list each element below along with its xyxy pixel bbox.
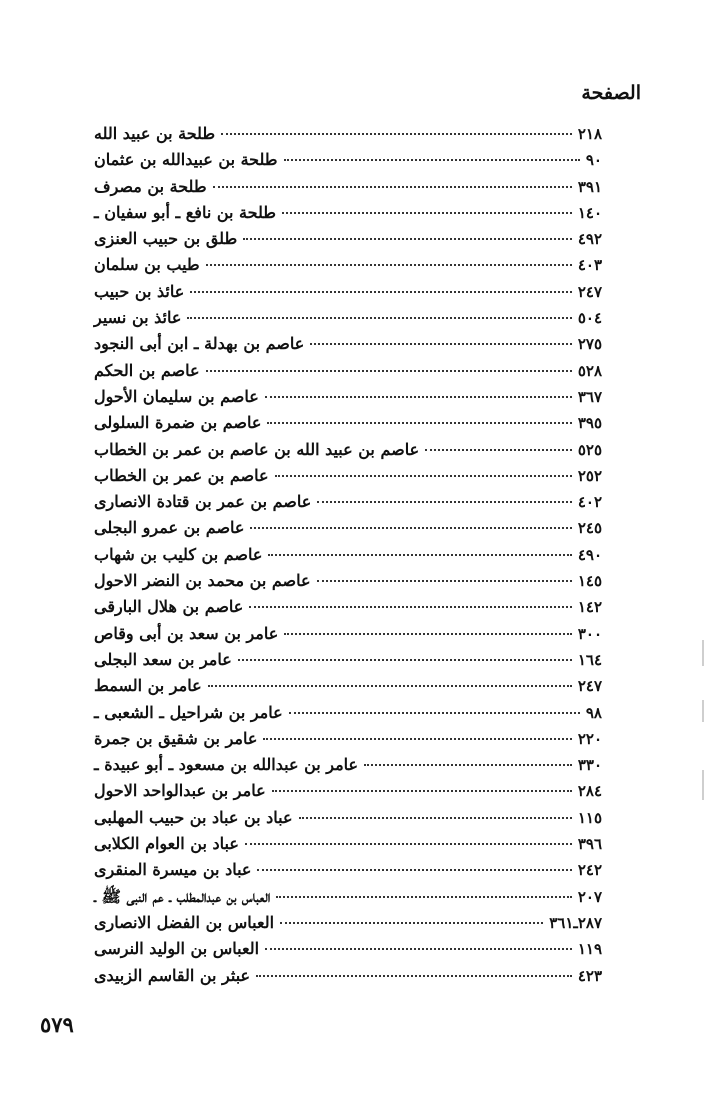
index-entry [94, 755, 602, 781]
index-entry [94, 887, 602, 913]
entry-name: عامر بن سعد البجلى [94, 649, 232, 669]
dot-leader [276, 896, 571, 898]
entry-page-number: ١٤٠ [577, 203, 602, 222]
index-entry [94, 729, 602, 755]
entry-page-number: ١٤٥ [577, 572, 602, 591]
dot-leader [206, 370, 572, 372]
entry-page-number: ٢٨٧ـ٣٦١ [549, 913, 602, 932]
entry-page-number: ٢٤٥ [577, 519, 602, 538]
dot-leader [310, 343, 572, 345]
entry-name: عباد بن ميسرة المنقرى [94, 860, 252, 880]
entry-name: طلحة بن عبيدالله بن عثمان [94, 150, 278, 170]
dot-leader [245, 843, 572, 845]
index-entry [94, 703, 602, 729]
entry-page-number: ٢٢٠ [577, 729, 602, 748]
index-entry [94, 282, 602, 308]
entry-name: عامر بن شراحيل ـ الشعبى ـ [94, 702, 283, 722]
dot-leader [257, 869, 571, 871]
entry-name: عاصم بن عمر بن قتادة الانصارى [94, 492, 312, 512]
entry-name: طيب بن سلمان [94, 255, 200, 275]
entry-page-number: ٣٣٠ [577, 756, 602, 775]
entry-name: عباد بن عباد بن حبيب المهلبى [94, 807, 293, 827]
index-entry [94, 650, 602, 676]
entry-page-number: ٤٠٢ [577, 493, 602, 512]
index-entry [94, 913, 602, 939]
entry-page-number: ٢٥٢ [577, 466, 602, 485]
dot-leader [289, 712, 580, 714]
index-entry [94, 939, 602, 965]
entry-page-number: ٢١٨ [577, 125, 602, 143]
dot-leader [187, 317, 571, 319]
index-entry [94, 518, 602, 544]
dot-leader [250, 527, 571, 529]
entry-name: عاصم بن عمرو البجلى [94, 518, 245, 538]
entry-page-number: ٢٧٥ [577, 335, 602, 354]
entry-name: عبثر بن القاسم الزبيدى [94, 965, 251, 985]
name-index-list [94, 124, 602, 992]
entry-name: عاصم بن ضمرة السلولى [94, 413, 262, 433]
entry-name: العباس بن الفضل الانصارى [94, 912, 275, 932]
dot-leader [238, 659, 572, 661]
entry-page-number: ٥٠٤ [577, 309, 602, 328]
index-entry [94, 966, 602, 992]
entry-name: عامر بن السمط [94, 676, 202, 696]
entry-name: عاصم بن الحكم [94, 360, 200, 380]
index-entry [94, 781, 602, 807]
entry-page-number: ٤٠٣ [577, 256, 602, 275]
entry-page-number: ٩٠ [585, 151, 602, 170]
entry-name: عاصم بن عمر بن الخطاب [94, 465, 269, 485]
index-entry [94, 545, 602, 571]
index-entry [94, 229, 602, 255]
entry-name: طلحة بن مصرف [94, 176, 207, 196]
dot-leader [272, 790, 572, 792]
dot-leader [265, 948, 572, 950]
dot-leader [282, 212, 572, 214]
index-entry [94, 492, 602, 518]
index-entry [94, 624, 602, 650]
dot-leader [284, 633, 572, 635]
index-entry [94, 597, 602, 623]
entry-page-number: ٣٩٥ [577, 414, 602, 433]
index-entry [94, 676, 602, 702]
entry-page-number: ٤٩٠ [577, 545, 602, 564]
page-column-title: الصفحة [581, 82, 641, 104]
index-entry [94, 308, 602, 334]
index-entry [94, 571, 602, 597]
index-entry [94, 413, 602, 439]
entry-page-number: ٥٢٨ [577, 361, 602, 380]
entry-page-number: ٩٨ [585, 703, 602, 722]
index-entry [94, 255, 602, 281]
entry-name: عامر بن عبدالله بن مسعود ـ أبو عبيدة ـ [94, 755, 359, 775]
entry-page-number: ١١٩ [577, 940, 602, 959]
entry-page-number: ٣٩٦ [577, 835, 602, 854]
index-entry [94, 387, 602, 413]
index-entry [94, 177, 602, 203]
entry-name: عاصم بن هلال البارقى [94, 597, 244, 617]
entry-name: عاصم بن عبيد الله بن عاصم بن عمر بن الخطاب [94, 439, 420, 459]
dot-leader [317, 580, 572, 582]
dot-leader [267, 422, 571, 424]
index-entry [94, 834, 602, 860]
dot-leader [208, 685, 572, 687]
dot-leader [299, 817, 572, 819]
entry-page-number: ٢٤٢ [577, 861, 602, 880]
index-entry [94, 440, 602, 466]
dot-leader [213, 186, 572, 188]
entry-name: عامر بن سعد بن أبى وقاص [94, 623, 279, 643]
entry-page-number: ٢٤٧ [577, 677, 602, 696]
entry-name: عائذ بن حبيب [94, 281, 185, 301]
entry-name: طلحة بن عبيد الله [94, 124, 216, 143]
scan-edge-mark [702, 770, 704, 800]
dot-leader [256, 975, 572, 977]
index-entry [94, 150, 602, 176]
dot-leader [317, 501, 572, 503]
dot-leader [268, 554, 571, 556]
entry-page-number: ١٤٢ [577, 598, 602, 617]
dot-leader [243, 238, 572, 240]
index-entry [94, 466, 602, 492]
dot-leader [284, 159, 580, 161]
scan-edge-mark [702, 640, 704, 666]
entry-page-number: ١٦٤ [577, 650, 602, 669]
entry-name: عاصم بن محمد بن النضر الاحول [94, 571, 311, 591]
dot-leader [190, 291, 572, 293]
index-entry [94, 361, 602, 387]
dot-leader [280, 922, 543, 924]
index-entry [94, 124, 602, 150]
entry-page-number: ٣٠٠ [577, 624, 602, 643]
entry-name: عاصم بن سليمان الأحول [94, 386, 259, 406]
dot-leader [425, 449, 572, 451]
index-entry [94, 860, 602, 886]
scan-edge-mark [702, 700, 704, 722]
entry-name: عائذ بن نسير [94, 308, 182, 328]
entry-page-number: ٤٩٢ [577, 230, 602, 249]
entry-name: عباد بن العوام الكلابى [94, 834, 239, 854]
dot-leader [364, 764, 572, 766]
entry-page-number: ٤٢٣ [577, 966, 602, 985]
entry-page-number: ٥٢٥ [577, 440, 602, 459]
entry-page-number: ٢٤٧ [577, 282, 602, 301]
dot-leader [275, 475, 572, 477]
entry-name: العباس بن عبدالمطلب ـ عم النبى ﷺ ـ [94, 886, 271, 906]
index-entry [94, 808, 602, 834]
page-number: ٥٧٩ [40, 1012, 74, 1037]
dot-leader [206, 264, 572, 266]
entry-name: عاصم بن بهدلة ـ ابن أبى النجود [94, 334, 305, 354]
entry-page-number: ٢٨٤ [577, 782, 602, 801]
entry-name: العباس بن الوليد النرسى [94, 939, 260, 959]
index-entry [94, 203, 602, 229]
entry-page-number: ٢٠٧ [577, 887, 602, 906]
entry-name: عامر بن شقيق بن جمرة [94, 728, 258, 748]
entry-page-number: ٣٩١ [577, 177, 602, 196]
entry-name: عاصم بن كليب بن شهاب [94, 544, 263, 564]
dot-leader [249, 606, 571, 608]
entry-name: طلق بن حبيب العنزى [94, 229, 238, 249]
dot-leader [263, 738, 571, 740]
dot-leader [265, 396, 572, 398]
entry-name: طلحة بن نافع ـ أبو سفيان ـ [94, 202, 276, 222]
entry-page-number: ١١٥ [577, 808, 602, 827]
dot-leader [221, 133, 572, 135]
index-entry [94, 334, 602, 360]
entry-page-number: ٣٦٧ [577, 387, 602, 406]
entry-name: عامر بن عبدالواحد الاحول [94, 781, 266, 801]
